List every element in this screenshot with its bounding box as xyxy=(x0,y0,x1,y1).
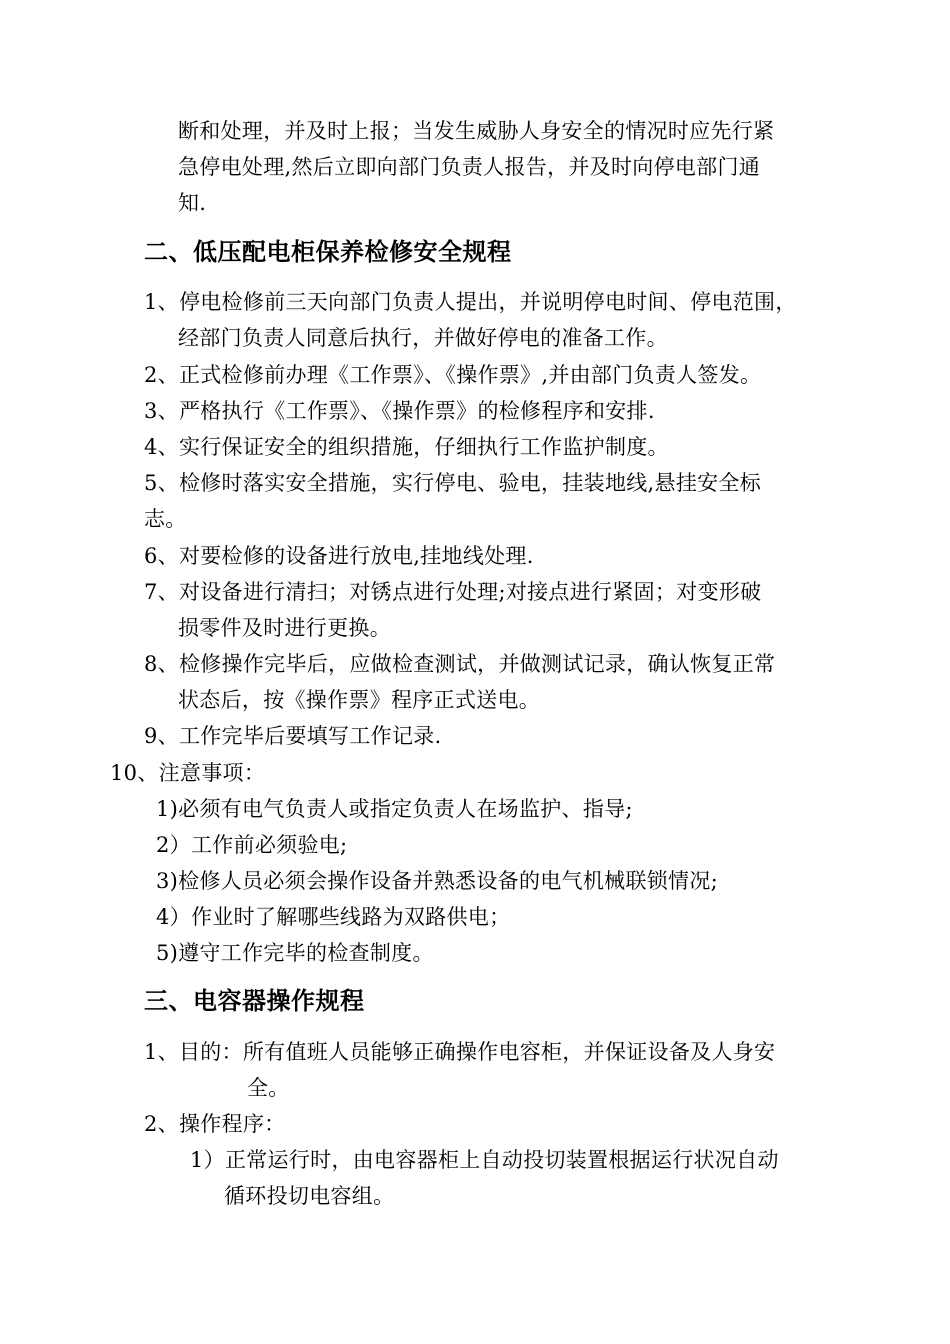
list-item-8: 8、检修操作完毕后，应做检查测试，并做测试记录，确认恢复正常 xyxy=(144,652,776,676)
list-item-10: 10、注意事项： xyxy=(110,761,266,785)
continuation-line: 断和处理，并及时上报；当发生威胁人身安全的情况时应先行紧 xyxy=(178,119,775,143)
procedure-item-cont: 循环投切电容组。 xyxy=(224,1184,395,1208)
list-item-6: 6、对要检修的设备进行放电,挂地线处理. xyxy=(144,544,534,568)
list-item-4: 4、实行保证安全的组织措施，仔细执行工作监护制度。 xyxy=(144,435,669,459)
list-item-7-cont: 损零件及时进行更换。 xyxy=(178,616,391,640)
continuation-line: 知. xyxy=(178,191,207,215)
note-item: 5)遵守工作完毕的检查制度。 xyxy=(156,941,434,965)
list-item-7: 7、对设备进行清扫；对锈点进行处理;对接点进行紧固；对变形破 xyxy=(144,580,762,604)
note-item: 3)检修人员必须会操作设备并熟悉设备的电气机械联锁情况; xyxy=(156,869,719,893)
procedure-item: 1）正常运行时，由电容器柜上自动投切装置根据运行状况自动 xyxy=(190,1148,779,1172)
note-item: 2）工作前必须验电; xyxy=(156,833,348,857)
section2-heading: 二、低压配电柜保养检修安全规程 xyxy=(144,238,512,266)
list-item-8-cont: 状态后，按《操作票》程序正式送电。 xyxy=(178,688,541,712)
section3-heading: 三、电容器操作规程 xyxy=(144,987,365,1015)
list-item-5: 5、检修时落实安全措施，实行停电、验电，挂装地线,悬挂安全标 xyxy=(144,471,762,495)
list-item-3: 3、严格执行《工作票》、《操作票》的检修程序和安排. xyxy=(144,399,655,423)
note-item: 4）作业时了解哪些线路为双路供电； xyxy=(156,905,511,929)
list-item-5-cont: 志。 xyxy=(144,507,187,531)
s3-list-item-1-cont: 全。 xyxy=(247,1076,290,1100)
s3-list-item-1: 1、目的：所有值班人员能够正确操作电容柜，并保证设备及人身安 xyxy=(144,1040,776,1064)
list-item-1: 1、停电检修前三天向部门负责人提出，并说明停电时间、停电范围， xyxy=(144,290,797,314)
list-item-9: 9、工作完毕后要填写工作记录. xyxy=(144,724,442,748)
list-item-2: 2、正式检修前办理《工作票》、《操作票》,并由部门负责人签发。 xyxy=(144,363,762,387)
list-item-1-cont: 经部门负责人同意后执行，并做好停电的准备工作。 xyxy=(178,326,668,350)
continuation-line: 急停电处理,然后立即向部门负责人报告，并及时向停电部门通 xyxy=(178,155,761,179)
note-item: 1)必须有电气负责人或指定负责人在场监护、指导; xyxy=(156,797,633,821)
s3-list-item-2: 2、操作程序： xyxy=(144,1112,286,1136)
